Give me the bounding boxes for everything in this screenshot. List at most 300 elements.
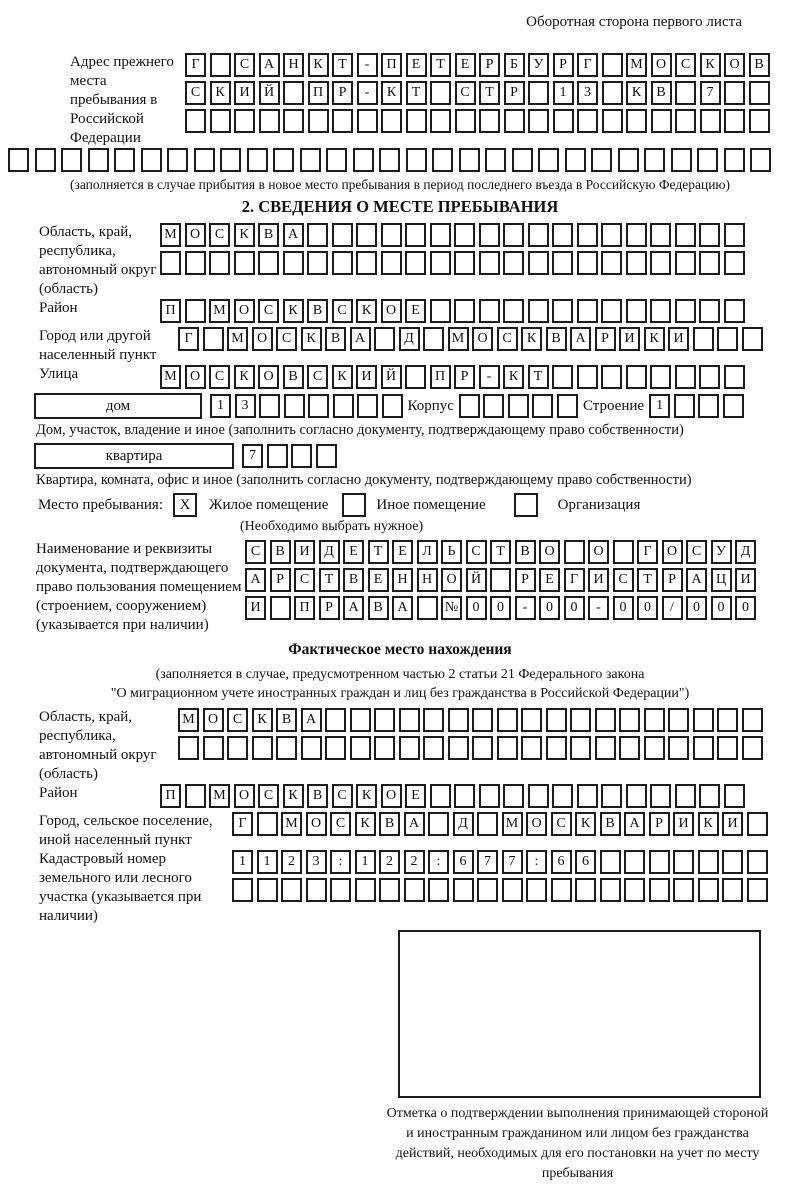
char-cell[interactable] <box>333 394 354 418</box>
char-cell[interactable]: О <box>185 365 206 389</box>
char-cell[interactable] <box>350 708 371 732</box>
char-cell[interactable]: С <box>307 365 328 389</box>
char-cell[interactable]: В <box>276 708 297 732</box>
char-cell[interactable] <box>379 878 400 902</box>
char-cell[interactable] <box>570 708 591 732</box>
char-cell[interactable]: С <box>551 812 572 836</box>
char-cell[interactable]: К <box>700 53 721 77</box>
char-cell[interactable]: Р <box>553 53 574 77</box>
char-cell[interactable] <box>355 878 376 902</box>
char-cell[interactable]: А <box>343 596 364 620</box>
char-cell[interactable] <box>379 148 400 172</box>
char-cell[interactable]: 0 <box>735 596 756 620</box>
char-cell[interactable]: К <box>301 327 322 351</box>
char-cell[interactable]: И <box>735 568 756 592</box>
char-cell[interactable] <box>332 251 353 275</box>
char-cell[interactable] <box>477 812 498 836</box>
char-cell[interactable] <box>624 850 645 874</box>
char-cell[interactable]: Й <box>259 81 280 105</box>
char-cell[interactable]: В <box>546 327 567 351</box>
char-cell[interactable] <box>675 81 696 105</box>
char-cell[interactable]: К <box>355 812 376 836</box>
char-cell[interactable] <box>417 596 438 620</box>
char-cell[interactable] <box>724 365 745 389</box>
char-cell[interactable]: К <box>356 784 377 808</box>
char-cell[interactable]: О <box>203 708 224 732</box>
char-cell[interactable]: У <box>528 53 549 77</box>
char-cell[interactable]: С <box>613 568 634 592</box>
char-cell[interactable] <box>259 109 280 133</box>
char-cell[interactable] <box>644 148 665 172</box>
char-cell[interactable] <box>430 81 451 105</box>
char-cell[interactable] <box>503 251 524 275</box>
char-cell[interactable] <box>332 109 353 133</box>
char-cell[interactable] <box>644 708 665 732</box>
char-cell[interactable] <box>114 148 135 172</box>
char-cell[interactable]: / <box>662 596 683 620</box>
char-cell[interactable] <box>423 736 444 760</box>
char-cell[interactable] <box>497 708 518 732</box>
char-cell[interactable] <box>577 784 598 808</box>
char-cell[interactable] <box>381 223 402 247</box>
char-cell[interactable]: П <box>160 299 181 323</box>
char-cell[interactable] <box>404 878 425 902</box>
char-cell[interactable]: С <box>258 299 279 323</box>
char-cell[interactable]: С <box>686 540 707 564</box>
char-cell[interactable]: А <box>283 223 304 247</box>
char-cell[interactable]: К <box>626 81 647 105</box>
char-cell[interactable] <box>749 109 770 133</box>
char-cell[interactable]: А <box>404 812 425 836</box>
char-cell[interactable] <box>185 251 206 275</box>
char-cell[interactable]: К <box>283 299 304 323</box>
char-cell[interactable] <box>649 878 670 902</box>
char-cell[interactable]: В <box>515 540 536 564</box>
char-cell[interactable]: К <box>356 299 377 323</box>
char-cell[interactable] <box>167 148 188 172</box>
char-cell[interactable] <box>650 784 671 808</box>
char-cell[interactable] <box>552 251 573 275</box>
char-cell[interactable]: М <box>502 812 523 836</box>
char-cell[interactable]: 0 <box>539 596 560 620</box>
char-cell[interactable] <box>724 251 745 275</box>
char-cell[interactable]: 0 <box>564 596 585 620</box>
char-cell[interactable]: О <box>185 223 206 247</box>
char-cell[interactable]: В <box>270 540 291 564</box>
char-cell[interactable] <box>326 148 347 172</box>
char-cell[interactable] <box>697 148 718 172</box>
char-cell[interactable]: Д <box>319 540 340 564</box>
char-cell[interactable]: С <box>234 53 255 77</box>
char-cell[interactable] <box>267 444 288 468</box>
char-cell[interactable] <box>747 850 768 874</box>
char-cell[interactable] <box>203 327 224 351</box>
char-cell[interactable] <box>724 148 745 172</box>
char-cell[interactable] <box>459 394 480 418</box>
char-cell[interactable]: Р <box>595 327 616 351</box>
char-cell[interactable]: С <box>209 223 230 247</box>
char-cell[interactable] <box>432 148 453 172</box>
char-cell[interactable] <box>693 708 714 732</box>
char-cell[interactable]: 7 <box>700 81 721 105</box>
char-cell[interactable]: С <box>245 540 266 564</box>
char-cell[interactable]: - <box>479 365 500 389</box>
char-cell[interactable] <box>406 148 427 172</box>
char-cell[interactable]: С <box>332 784 353 808</box>
stay-type-checkbox-residential[interactable]: X <box>173 493 197 517</box>
char-cell[interactable]: А <box>624 812 645 836</box>
char-cell[interactable]: К <box>698 812 719 836</box>
char-cell[interactable] <box>479 251 500 275</box>
char-cell[interactable] <box>356 251 377 275</box>
char-cell[interactable] <box>503 784 524 808</box>
char-cell[interactable] <box>602 109 623 133</box>
char-cell[interactable]: М <box>178 708 199 732</box>
char-cell[interactable] <box>747 812 768 836</box>
char-cell[interactable] <box>283 251 304 275</box>
char-cell[interactable] <box>693 327 714 351</box>
char-cell[interactable]: В <box>749 53 770 77</box>
char-cell[interactable] <box>546 736 567 760</box>
char-cell[interactable]: О <box>662 540 683 564</box>
char-cell[interactable] <box>306 878 327 902</box>
char-cell[interactable]: Г <box>577 53 598 77</box>
char-cell[interactable] <box>575 878 596 902</box>
char-cell[interactable]: 1 <box>553 81 574 105</box>
char-cell[interactable] <box>557 394 578 418</box>
char-cell[interactable] <box>454 223 475 247</box>
char-cell[interactable]: К <box>575 812 596 836</box>
char-cell[interactable] <box>619 736 640 760</box>
char-cell[interactable]: Е <box>343 540 364 564</box>
char-cell[interactable] <box>528 784 549 808</box>
char-cell[interactable] <box>160 251 181 275</box>
char-cell[interactable]: П <box>308 81 329 105</box>
char-cell[interactable]: В <box>283 365 304 389</box>
char-cell[interactable] <box>619 708 640 732</box>
char-cell[interactable] <box>430 299 451 323</box>
char-cell[interactable] <box>595 736 616 760</box>
char-cell[interactable] <box>532 394 553 418</box>
char-cell[interactable]: Р <box>504 81 525 105</box>
char-cell[interactable] <box>428 812 449 836</box>
char-cell[interactable]: О <box>381 299 402 323</box>
char-cell[interactable] <box>626 251 647 275</box>
char-cell[interactable] <box>600 878 621 902</box>
char-cell[interactable] <box>497 736 518 760</box>
char-cell[interactable] <box>210 53 231 77</box>
char-cell[interactable]: 6 <box>453 850 474 874</box>
char-cell[interactable] <box>508 394 529 418</box>
char-cell[interactable] <box>723 394 744 418</box>
char-cell[interactable] <box>675 251 696 275</box>
char-cell[interactable] <box>724 299 745 323</box>
char-cell[interactable] <box>259 394 280 418</box>
char-cell[interactable] <box>564 540 585 564</box>
char-cell[interactable]: С <box>294 568 315 592</box>
char-cell[interactable] <box>194 148 215 172</box>
char-cell[interactable]: О <box>526 812 547 836</box>
char-cell[interactable] <box>538 148 559 172</box>
char-cell[interactable] <box>399 736 420 760</box>
char-cell[interactable]: С <box>332 299 353 323</box>
char-cell[interactable] <box>210 109 231 133</box>
char-cell[interactable] <box>270 596 291 620</box>
char-cell[interactable]: 0 <box>490 596 511 620</box>
char-cell[interactable]: Е <box>392 540 413 564</box>
char-cell[interactable]: О <box>441 568 462 592</box>
char-cell[interactable] <box>724 784 745 808</box>
char-cell[interactable]: Е <box>368 568 389 592</box>
char-cell[interactable] <box>600 850 621 874</box>
char-cell[interactable] <box>602 81 623 105</box>
char-cell[interactable]: 7 <box>477 850 498 874</box>
char-cell[interactable] <box>234 109 255 133</box>
char-cell[interactable]: О <box>588 540 609 564</box>
char-cell[interactable] <box>528 299 549 323</box>
char-cell[interactable] <box>553 109 574 133</box>
char-cell[interactable]: 1 <box>232 850 253 874</box>
char-cell[interactable] <box>699 251 720 275</box>
char-cell[interactable]: Н <box>392 568 413 592</box>
char-cell[interactable] <box>301 736 322 760</box>
char-cell[interactable] <box>273 148 294 172</box>
char-cell[interactable] <box>247 148 268 172</box>
char-cell[interactable]: К <box>503 365 524 389</box>
char-cell[interactable] <box>454 299 475 323</box>
char-cell[interactable]: Т <box>319 568 340 592</box>
char-cell[interactable] <box>717 708 738 732</box>
char-cell[interactable] <box>252 736 273 760</box>
char-cell[interactable]: А <box>245 568 266 592</box>
char-cell[interactable]: 3 <box>235 394 256 418</box>
char-cell[interactable]: О <box>234 784 255 808</box>
char-cell[interactable] <box>650 365 671 389</box>
char-cell[interactable]: 1 <box>257 850 278 874</box>
char-cell[interactable] <box>552 784 573 808</box>
char-cell[interactable]: Р <box>319 596 340 620</box>
char-cell[interactable] <box>448 736 469 760</box>
char-cell[interactable]: Б <box>504 53 525 77</box>
char-cell[interactable] <box>61 148 82 172</box>
char-cell[interactable]: С <box>185 81 206 105</box>
char-cell[interactable] <box>521 736 542 760</box>
char-cell[interactable] <box>724 81 745 105</box>
char-cell[interactable]: М <box>160 365 181 389</box>
char-cell[interactable]: 1 <box>649 394 670 418</box>
char-cell[interactable] <box>357 109 378 133</box>
char-cell[interactable] <box>700 109 721 133</box>
char-cell[interactable] <box>650 251 671 275</box>
stay-type-checkbox-organization[interactable] <box>514 493 538 517</box>
char-cell[interactable]: О <box>724 53 745 77</box>
char-cell[interactable]: В <box>307 784 328 808</box>
char-cell[interactable] <box>577 299 598 323</box>
char-cell[interactable]: О <box>306 812 327 836</box>
char-cell[interactable] <box>430 223 451 247</box>
char-cell[interactable]: Т <box>368 540 389 564</box>
char-cell[interactable] <box>673 850 694 874</box>
char-cell[interactable]: О <box>381 784 402 808</box>
char-cell[interactable]: Й <box>466 568 487 592</box>
char-cell[interactable] <box>454 784 475 808</box>
char-cell[interactable] <box>626 365 647 389</box>
char-cell[interactable]: В <box>379 812 400 836</box>
char-cell[interactable] <box>332 223 353 247</box>
char-cell[interactable] <box>423 327 444 351</box>
char-cell[interactable] <box>284 394 305 418</box>
char-cell[interactable]: 0 <box>686 596 707 620</box>
char-cell[interactable]: П <box>160 784 181 808</box>
char-cell[interactable] <box>675 223 696 247</box>
char-cell[interactable]: Л <box>417 540 438 564</box>
char-cell[interactable] <box>453 878 474 902</box>
char-cell[interactable]: - <box>588 596 609 620</box>
char-cell[interactable] <box>291 444 312 468</box>
char-cell[interactable] <box>430 109 451 133</box>
char-cell[interactable] <box>356 223 377 247</box>
char-cell[interactable]: А <box>350 327 371 351</box>
char-cell[interactable] <box>526 878 547 902</box>
char-cell[interactable] <box>644 736 665 760</box>
char-cell[interactable] <box>503 223 524 247</box>
char-cell[interactable] <box>307 223 328 247</box>
char-cell[interactable]: - <box>515 596 536 620</box>
char-cell[interactable] <box>591 148 612 172</box>
char-cell[interactable]: М <box>281 812 302 836</box>
char-cell[interactable]: И <box>588 568 609 592</box>
char-cell[interactable]: 2 <box>281 850 302 874</box>
char-cell[interactable]: У <box>711 540 732 564</box>
char-cell[interactable]: : <box>428 850 449 874</box>
char-cell[interactable]: К <box>234 223 255 247</box>
char-cell[interactable]: 0 <box>613 596 634 620</box>
char-cell[interactable] <box>459 148 480 172</box>
char-cell[interactable]: Р <box>479 53 500 77</box>
char-cell[interactable]: К <box>210 81 231 105</box>
char-cell[interactable]: И <box>668 327 689 351</box>
char-cell[interactable] <box>257 878 278 902</box>
char-cell[interactable]: - <box>357 81 378 105</box>
char-cell[interactable]: Г <box>178 327 199 351</box>
char-cell[interactable]: Й <box>381 365 402 389</box>
char-cell[interactable]: С <box>455 81 476 105</box>
char-cell[interactable] <box>601 365 622 389</box>
char-cell[interactable] <box>504 109 525 133</box>
char-cell[interactable] <box>503 299 524 323</box>
char-cell[interactable] <box>750 148 771 172</box>
char-cell[interactable] <box>325 736 346 760</box>
char-cell[interactable]: 2 <box>379 850 400 874</box>
char-cell[interactable]: М <box>160 223 181 247</box>
char-cell[interactable] <box>749 81 770 105</box>
char-cell[interactable] <box>521 708 542 732</box>
char-cell[interactable] <box>546 708 567 732</box>
char-cell[interactable] <box>552 223 573 247</box>
char-cell[interactable]: И <box>294 540 315 564</box>
char-cell[interactable]: К <box>332 365 353 389</box>
char-cell[interactable]: О <box>472 327 493 351</box>
char-cell[interactable] <box>668 708 689 732</box>
char-cell[interactable]: Р <box>332 81 353 105</box>
char-cell[interactable]: А <box>259 53 280 77</box>
char-cell[interactable] <box>490 568 511 592</box>
char-cell[interactable] <box>528 251 549 275</box>
char-cell[interactable]: Т <box>430 53 451 77</box>
char-cell[interactable] <box>479 784 500 808</box>
char-cell[interactable]: Д <box>453 812 474 836</box>
char-cell[interactable]: К <box>521 327 542 351</box>
char-cell[interactable] <box>699 365 720 389</box>
char-cell[interactable]: В <box>368 596 389 620</box>
char-cell[interactable]: Н <box>417 568 438 592</box>
char-cell[interactable] <box>722 878 743 902</box>
char-cell[interactable] <box>283 81 304 105</box>
char-cell[interactable] <box>485 148 506 172</box>
char-cell[interactable] <box>601 251 622 275</box>
char-cell[interactable] <box>552 365 573 389</box>
char-cell[interactable] <box>405 365 426 389</box>
char-cell[interactable]: И <box>234 81 255 105</box>
char-cell[interactable]: Р <box>649 812 670 836</box>
char-cell[interactable] <box>699 299 720 323</box>
char-cell[interactable] <box>577 365 598 389</box>
char-cell[interactable]: А <box>392 596 413 620</box>
char-cell[interactable] <box>595 708 616 732</box>
char-cell[interactable] <box>185 109 206 133</box>
char-cell[interactable] <box>698 850 719 874</box>
char-cell[interactable] <box>405 251 426 275</box>
char-cell[interactable] <box>141 148 162 172</box>
char-cell[interactable] <box>512 148 533 172</box>
char-cell[interactable]: И <box>356 365 377 389</box>
char-cell[interactable] <box>281 878 302 902</box>
char-cell[interactable] <box>428 878 449 902</box>
char-cell[interactable] <box>479 109 500 133</box>
char-cell[interactable]: С <box>258 784 279 808</box>
char-cell[interactable] <box>430 784 451 808</box>
char-cell[interactable] <box>374 327 395 351</box>
char-cell[interactable]: С <box>276 327 297 351</box>
char-cell[interactable]: Т <box>406 81 427 105</box>
char-cell[interactable]: В <box>258 223 279 247</box>
char-cell[interactable]: 1 <box>355 850 376 874</box>
char-cell[interactable] <box>357 394 378 418</box>
char-cell[interactable] <box>308 394 329 418</box>
char-cell[interactable]: О <box>252 327 273 351</box>
char-cell[interactable] <box>626 109 647 133</box>
char-cell[interactable]: 0 <box>711 596 732 620</box>
char-cell[interactable]: С <box>330 812 351 836</box>
char-cell[interactable]: С <box>675 53 696 77</box>
char-cell[interactable]: В <box>343 568 364 592</box>
char-cell[interactable] <box>405 223 426 247</box>
char-cell[interactable]: А <box>301 708 322 732</box>
char-cell[interactable]: К <box>381 81 402 105</box>
char-cell[interactable] <box>209 251 230 275</box>
house-box[interactable]: дом <box>34 393 202 419</box>
char-cell[interactable] <box>601 223 622 247</box>
char-cell[interactable] <box>330 878 351 902</box>
char-cell[interactable]: Г <box>637 540 658 564</box>
char-cell[interactable] <box>374 736 395 760</box>
char-cell[interactable] <box>602 53 623 77</box>
char-cell[interactable]: М <box>448 327 469 351</box>
char-cell[interactable]: Е <box>405 299 426 323</box>
char-cell[interactable] <box>232 878 253 902</box>
char-cell[interactable] <box>283 109 304 133</box>
char-cell[interactable] <box>698 394 719 418</box>
